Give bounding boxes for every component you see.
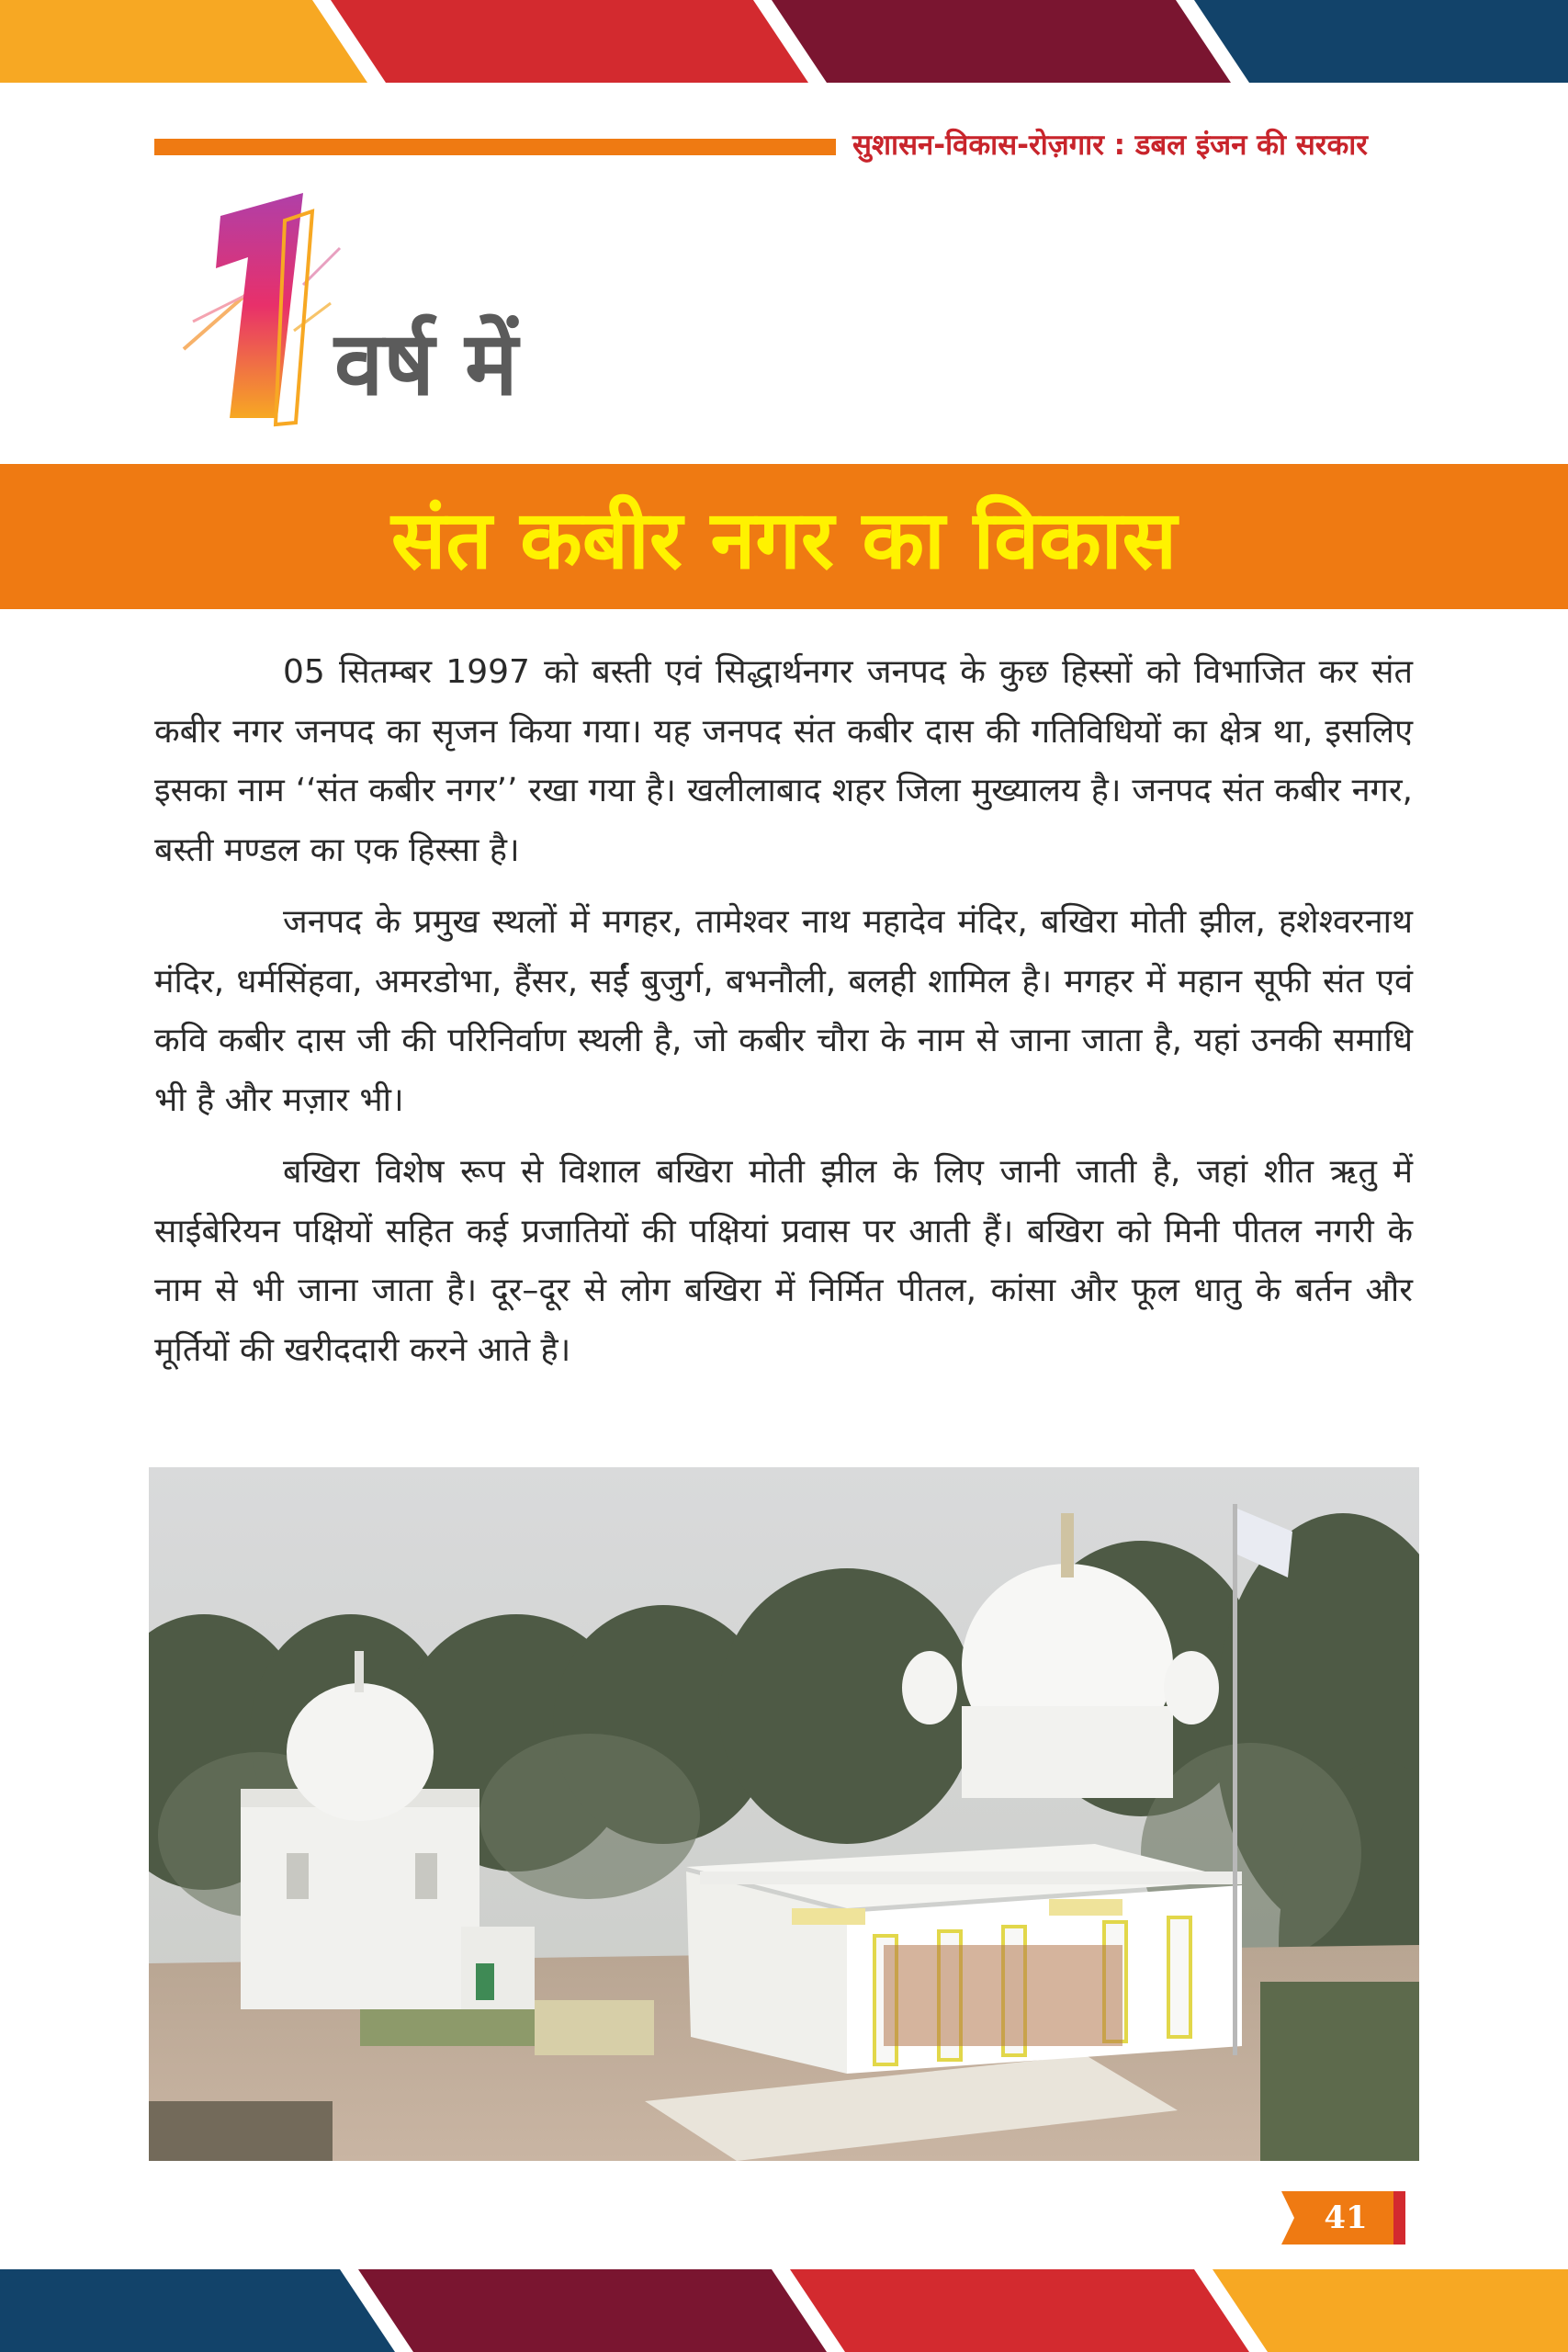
page-number-tag bbox=[1281, 2191, 1405, 2245]
title-banner bbox=[0, 464, 1568, 609]
temple-photo bbox=[149, 1467, 1419, 2161]
bottom-decorative-band bbox=[0, 2269, 1568, 2352]
paragraph: 05 सितम्बर 1997 को बस्ती एवं सिद्धार्थनगर जनपद के कुछ हिस्सों को विभाजित कर संत कबीर नगर जनपद का सृजन किया गया। यह जनपद संत कबीर दास की गतिविधियों का क्षेत्र था, इसलिए इसका नाम ‘‘संत कबीर नगर’’ रखा गया है। खलीलाबाद शहर जिला मुख्यालय है। जनपद संत कबीर नगर, बस्ती मण्डल का एक हिस्सा है। bbox=[154, 653, 1413, 869]
paragraph: बखिरा विशेष रूप से विशाल बखिरा मोती झील के लिए जानी जाती है, जहां शीत ऋतु में साईबेरियन पक्षियों सहित कई प्रजातियों की पक्षियां प्रवास पर आती हैं। बखिरा को मिनी पीतल नगरी के नाम से भी जाना जाता है। दूर–दूर से लोग बखिरा में निर्मित पीतल, कांसा और फूल धातु के बर्तन और मूर्तियों की खरीददारी करने आते है। bbox=[154, 1153, 1413, 1369]
page-title: संत कबीर नगर का विकास bbox=[390, 492, 1178, 587]
running-header: सुशासन-विकास-रोज़गार : डबल इंजन की सरकार bbox=[852, 129, 1368, 162]
page-number: 41 bbox=[1324, 2199, 1368, 2236]
header-accent-line bbox=[154, 139, 836, 155]
years-caption: वर्ष में bbox=[334, 311, 518, 415]
article-body bbox=[154, 643, 1413, 1393]
top-decorative-band bbox=[0, 0, 1568, 83]
paragraph: जनपद के प्रमुख स्थलों में मगहर, तामेश्वर नाथ महादेव मंदिर, बखिरा मोती झील, हशेश्वरनाथ मंदिर, धर्मसिंहवा, अमरडोभा, हैंसर, सईं बुजुर्ग, बभनौली, बलही शामिल है। मगहर में महान सूफी संत एवं कवि कबीर दास जी की परिनिर्वाण स्थली है, जो कबीर चौरा के नाम से जाना जाता है, यहां उनकी समाधि भी है और मज़ार भी। bbox=[154, 903, 1413, 1119]
year-one-graphic bbox=[175, 184, 358, 450]
